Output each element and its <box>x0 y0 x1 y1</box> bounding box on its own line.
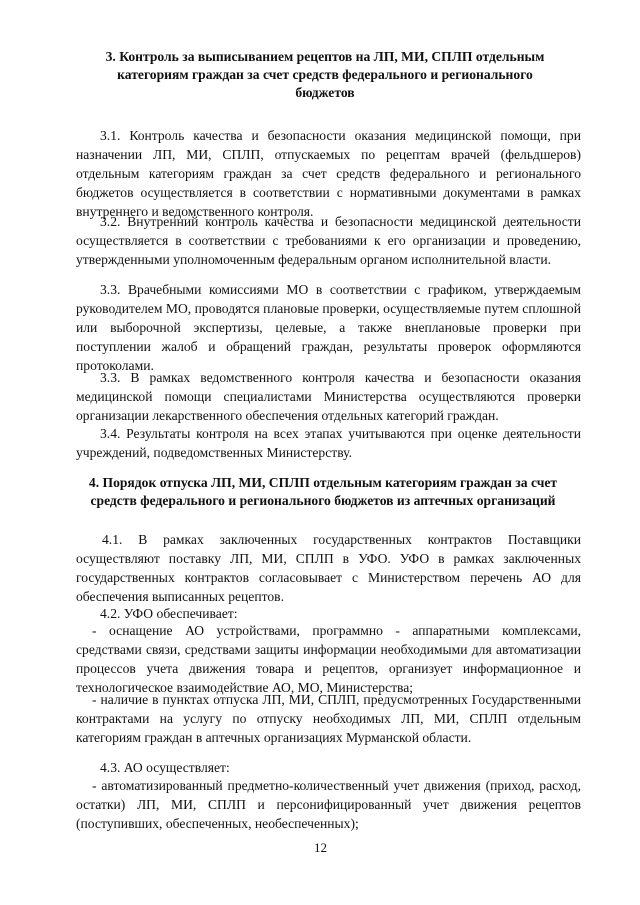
section-3-heading-line-3: бюджетов <box>295 85 355 100</box>
paragraph-4-2-item-equipment: - оснащение АО устройствами, программно - аппаратными комплексами, средствами связи, средствами защиты информации необходимыми для автоматизации процессов учета движения товара и рецептов, организует информационное и технологическое взаимодействие АО, МО, Министерства; <box>76 623 581 695</box>
section-4-heading <box>62 474 584 510</box>
section-3-heading-line-2: категориям граждан за счет средств федерального и регионального <box>117 67 533 82</box>
paragraph-4-2-item-availability: - наличие в пунктах отпуска ЛП, МИ, СПЛП, предусмотренных Государственными контрактами на услугу по отпуску необходимых ЛП, МИ, СПЛП отдельным категориям граждан в аптечных организациях Мурманской области. <box>76 692 581 745</box>
section-4-heading-line-1: 4. Порядок отпуска ЛП, МИ, СПЛП отдельным категориям граждан за счет <box>88 475 558 490</box>
paragraph-4-1: 4.1. В рамках заключенных государственных контрактов Поставщики осуществляют поставку ЛП, МИ, СПЛП в УФО. УФО в рамках заключенных государственных контрактов согласовывает с Министерством перечень АО для обеспечения выписанных рецептов. <box>76 532 581 604</box>
paragraph-3-1: 3.1. Контроль качества и безопасности оказания медицинской помощи, при назначении ЛП, МИ, СПЛП, отпускаемых по рецептам врачей (фельдшеров) отдельным категориям граждан за счет средств федерального и регионального бюджетов осуществляется в соответствии с нормативными документами в рамках внутреннего и ведомственного контроля. <box>76 128 581 219</box>
paragraph-3-2: 3.2. Внутренний контроль качества и безопасности медицинской деятельности осуществляется в соответствии с требованиями к его организации и проведению, утвержденными уполномоченным федеральным органом исполнительной власти. <box>76 214 581 267</box>
paragraph-3-3-commissions: 3.3. Врачебными комиссиями МО в соответствии с графиком, утверждаемым руководителем МО, проводятся плановые проверки, осуществляемые путем сплошной или выборочной экспертизы, целевые, а также внеплановые проверки при поступлении жалоб и обращений граждан, результаты проверок оформляются протоколами. <box>76 282 581 373</box>
paragraph-4-3-item-accounting: - автоматизированный предметно-количественный учет движения (приход, расход, остатки) ЛП, МИ, СПЛП и персонифицированный учет движения рецептов (поступивших, обеспеченных, необеспеченных); <box>76 778 581 831</box>
paragraph-3-4: 3.4. Результаты контроля на всех этапах учитываются при оценке деятельности учреждений, подведомственных Министерству. <box>76 426 581 460</box>
page-number: 12 <box>314 840 327 855</box>
section-3-heading-line-1: 3. Контроль за выписыванием рецептов на ЛП, МИ, СПЛП отдельным <box>105 49 545 64</box>
section-3-heading <box>70 48 580 102</box>
paragraph-3-3-departmental: 3.3. В рамках ведомственного контроля качества и безопасности оказания медицинской помощи специалистами Министерства осуществляются проверки организации лекарственного обеспечения отдельных категорий граждан. <box>76 370 581 423</box>
section-4-heading-line-2: средств федерального и регионального бюджетов из аптечных организаций <box>90 493 556 508</box>
paragraph-4-2: 4.2. УФО обеспечивает: <box>100 606 238 621</box>
paragraph-4-3: 4.3. АО осуществляет: <box>100 760 230 775</box>
